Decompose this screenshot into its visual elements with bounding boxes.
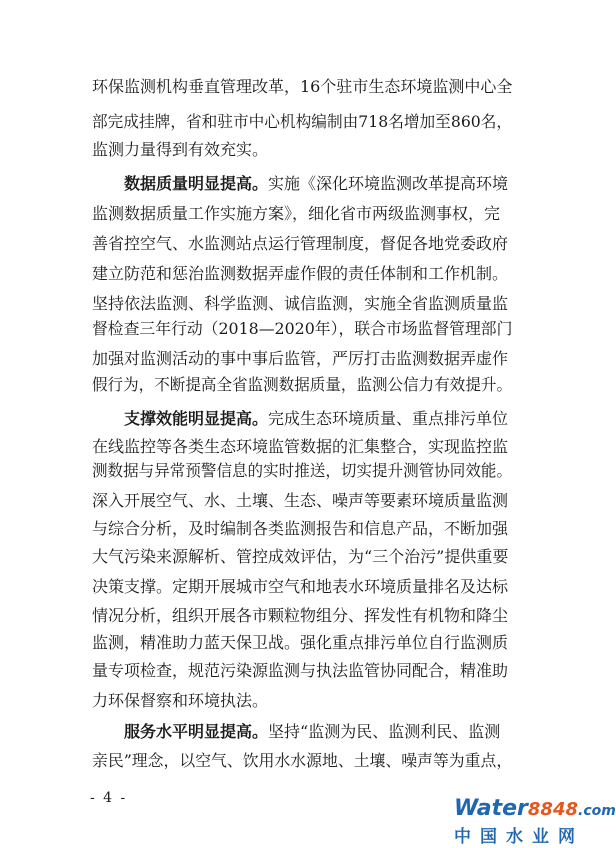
paragraph-2-line-5: 坚持依法监测、科学监测、诚信监测，实施全省监测质量监 xyxy=(92,294,509,313)
watermark-number: 8848 xyxy=(527,799,579,820)
paragraph-3-line-5: 与综合分析，及时编制各类监测报告和信息产品，不断加强 xyxy=(92,519,509,538)
paragraph-3-line-4: 深入开展空气、水、土壤、生态、噪声等要素环境质量监测 xyxy=(92,491,509,510)
paragraph-3-line-3: 测数据与异常预警信息的实时推送，切实提升测管协同效能。 xyxy=(92,461,513,480)
paragraph-2-line-1: 实施《深化环境监测改革提高环境 xyxy=(268,174,509,193)
watermark-chinese: 中国水业网 xyxy=(454,827,584,847)
paragraph-3-line-9: 监测，精准助力蓝天保卫战。强化重点排污单位自行监测质 xyxy=(92,633,509,652)
paragraph-3-first-line xyxy=(124,408,512,430)
paragraph-2-line-8: 假行为，不断提高全省监测数据质量，监测公信力有效提升。 xyxy=(92,375,513,394)
paragraph-2-first-line xyxy=(124,173,512,195)
paragraph-3-line-11: 力环保督察和环境执法。 xyxy=(92,691,269,710)
paragraph-3-line-6: 大气污染来源解析、管控成效评估，为“三个治污”提供重要 xyxy=(92,547,509,566)
paragraph-2-line-2: 监测数据质量工作实施方案》，细化省市两级监测事权，完 xyxy=(92,204,501,223)
paragraph-4-line-1: 坚持“监测为民、监测利民、监测 xyxy=(268,722,501,741)
watermark-word: Water xyxy=(454,796,528,821)
paragraph-2-line-6: 督检查三年行动（2018—2020年），联合市场监督管理部门 xyxy=(92,319,513,338)
paragraph-4-line-2: 亲民”理念，以空气、饮用水水源地、土壤、噪声等为重点， xyxy=(92,751,513,770)
paragraph-4-heading: 服务水平明显提高。 xyxy=(124,722,269,741)
watermark-logo xyxy=(454,796,616,847)
paragraph-3-heading: 支撑效能明显提高。 xyxy=(124,409,269,428)
paragraph-3-line-8: 情况分析，组织开展各市颗粒物组分、挥发性有机物和降尘 xyxy=(92,606,509,625)
paragraph-2-line-7: 加强对监测活动的事中事后监管，严厉打击监测数据弄虚作 xyxy=(92,349,509,368)
paragraph-3-line-10: 量专项检查，规范污染源监测与执法监管协同配合，精准助 xyxy=(92,661,509,680)
paragraph-1-line-3: 监测力量得到有效充实。 xyxy=(92,140,269,159)
paragraph-2-line-3: 善省控空气、水监测站点运行管理制度，督促各地党委政府 xyxy=(92,234,509,253)
paragraph-3-line-2: 在线监控等各类生态环境监管数据的汇集整合，实现监控监 xyxy=(92,437,509,456)
paragraph-3-line-1: 完成生态环境质量、重点排污单位 xyxy=(268,409,509,428)
watermark-logo-top xyxy=(454,796,616,822)
paragraph-2-heading: 数据质量明显提高。 xyxy=(124,174,269,193)
paragraph-1-line-2: 部完成挂牌，省和驻市中心机构编制由718名增加至860名， xyxy=(92,112,513,131)
paragraph-3-line-7: 决策支撑。定期开展城市空气和地表水环境质量排名及达标 xyxy=(92,577,509,596)
watermark-suffix: .com xyxy=(578,803,616,819)
paragraph-1-line-1: 环保监测机构垂直管理改革，16个驻市生态环境监测中心全 xyxy=(92,77,513,96)
paragraph-2-line-4: 建立防范和惩治监测数据弄虚作假的责任体制和工作机制。 xyxy=(92,264,509,283)
paragraph-4-first-line xyxy=(124,721,512,743)
page-number: - 4 - xyxy=(90,790,128,806)
